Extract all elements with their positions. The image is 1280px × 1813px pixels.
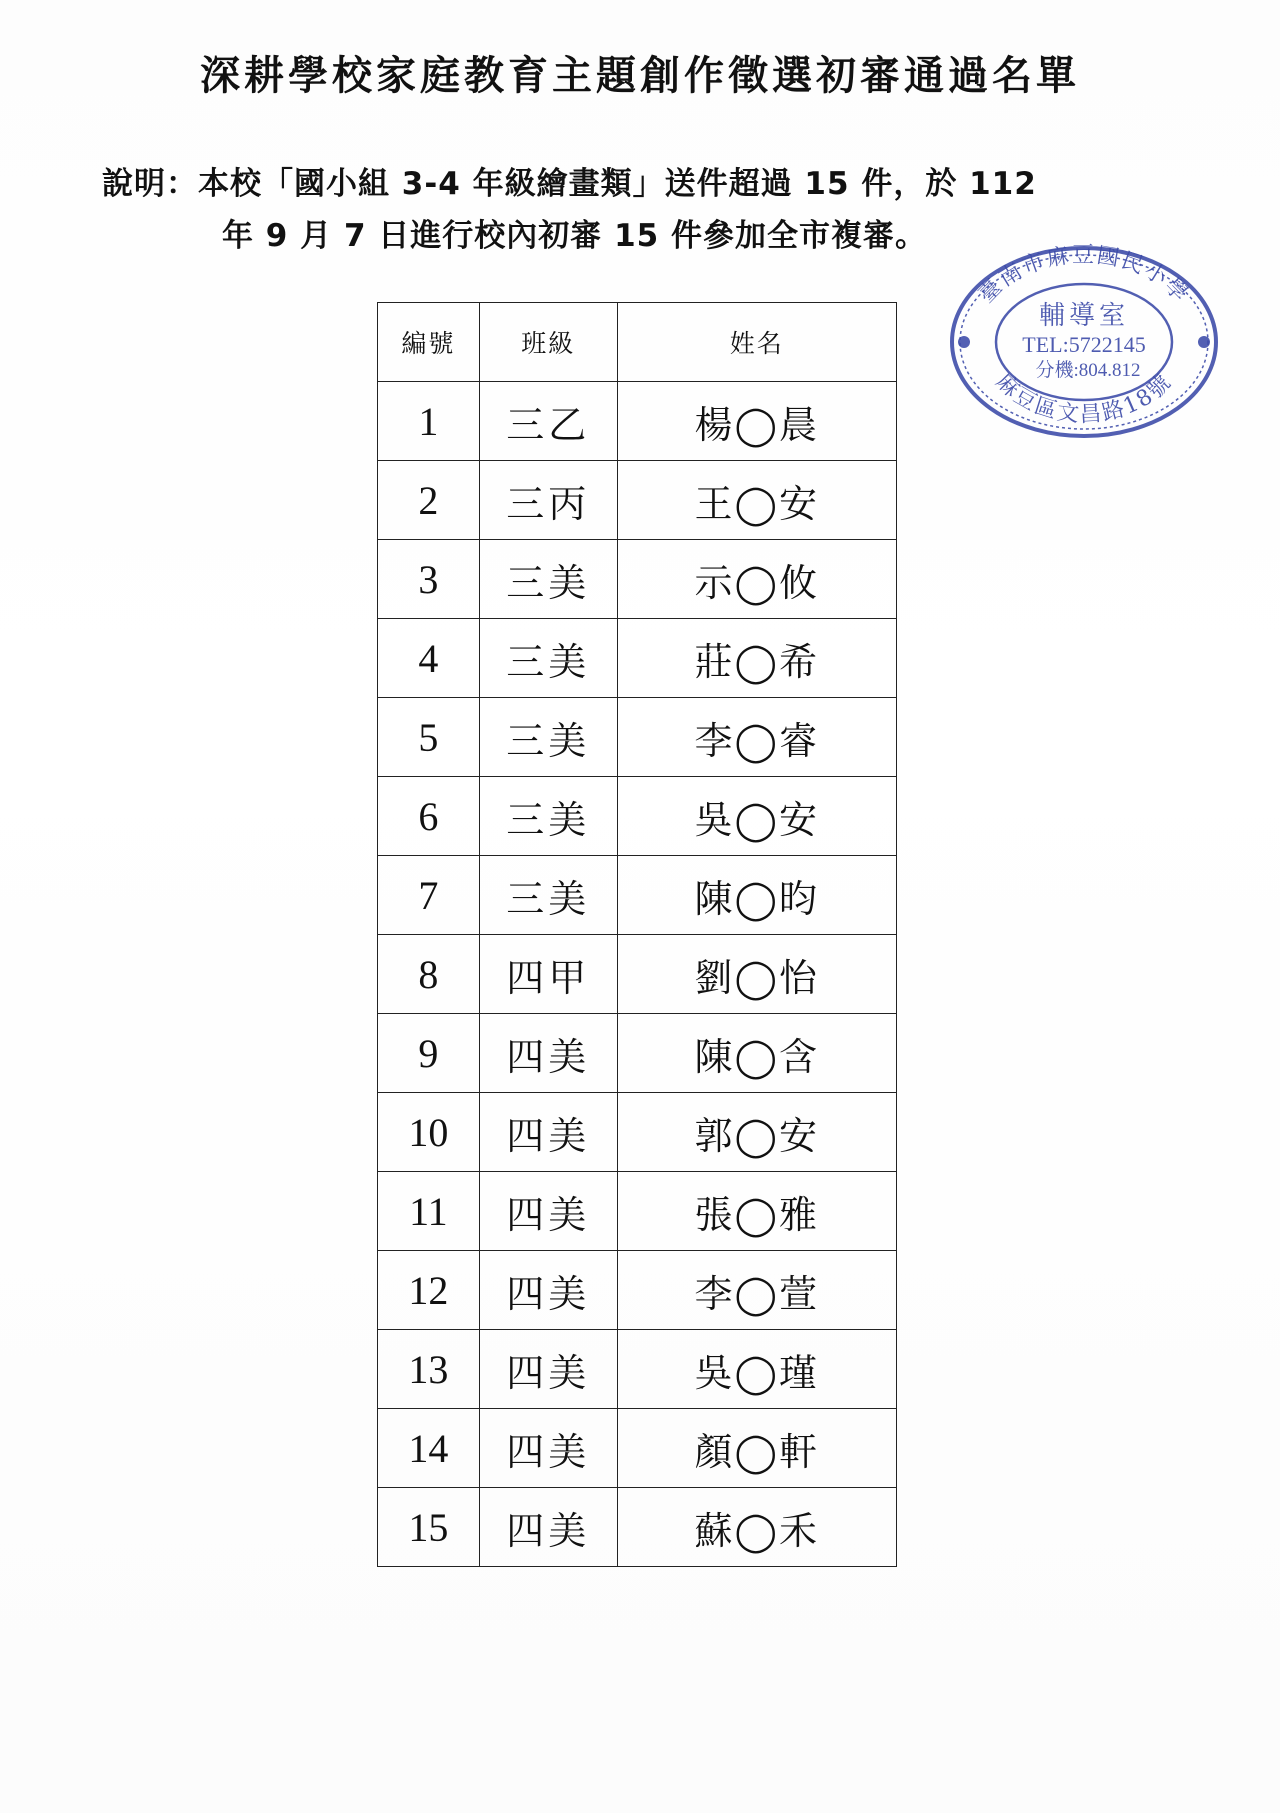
table-row xyxy=(378,1251,897,1330)
description-line-1: 說明：本校「國小組 3-4 年級繪畫類」送件超過 15 件，於 112 xyxy=(102,166,1037,202)
stamp-ext: 分機:804.812 xyxy=(1035,360,1141,381)
row-number: 11 xyxy=(378,1172,480,1251)
row-number: 5 xyxy=(378,698,480,777)
table-row xyxy=(378,540,897,619)
table-header-row xyxy=(378,303,897,382)
row-class: 四美 xyxy=(479,1409,617,1488)
row-class: 四美 xyxy=(479,1330,617,1409)
row-class: 三美 xyxy=(479,777,617,856)
table-row xyxy=(378,382,897,461)
row-class: 四美 xyxy=(479,1488,617,1567)
table-row xyxy=(378,935,897,1014)
row-class: 三乙 xyxy=(479,382,617,461)
row-name: 李◯萱 xyxy=(617,1251,896,1330)
table-row xyxy=(378,856,897,935)
row-name: 吳◯安 xyxy=(617,777,896,856)
table-row xyxy=(378,619,897,698)
table-row xyxy=(378,777,897,856)
table-row xyxy=(378,1172,897,1251)
approved-list-table xyxy=(377,302,897,1567)
table-row xyxy=(378,1014,897,1093)
row-number: 8 xyxy=(378,935,480,1014)
row-name: 楊◯晨 xyxy=(617,382,896,461)
row-number: 1 xyxy=(378,382,480,461)
row-number: 7 xyxy=(378,856,480,935)
row-number: 10 xyxy=(378,1093,480,1172)
row-name: 示◯攸 xyxy=(617,540,896,619)
row-name: 劉◯怡 xyxy=(617,935,896,1014)
svg-text:臺南市麻豆國民小學 xyxy=(974,243,1193,308)
row-name: 王◯安 xyxy=(617,461,896,540)
row-name: 陳◯昀 xyxy=(617,856,896,935)
row-name: 莊◯希 xyxy=(617,619,896,698)
svg-text:麻豆區文昌路18號: 麻豆區文昌路18號 xyxy=(990,369,1178,428)
document-title: 深耕學校家庭教育主題創作徵選初審通過名單 xyxy=(200,53,1080,99)
row-class: 三美 xyxy=(479,698,617,777)
table-row xyxy=(378,698,897,777)
row-class: 三丙 xyxy=(479,461,617,540)
row-class: 四美 xyxy=(479,1093,617,1172)
row-number: 15 xyxy=(378,1488,480,1567)
stamp-office: 輔導室 xyxy=(1038,301,1130,331)
row-class: 三美 xyxy=(479,619,617,698)
row-name: 陳◯含 xyxy=(617,1014,896,1093)
row-class: 四美 xyxy=(479,1251,617,1330)
header-name: 姓名 xyxy=(617,303,896,382)
header-class: 班級 xyxy=(479,303,617,382)
row-class: 四美 xyxy=(479,1172,617,1251)
header-number: 編號 xyxy=(378,303,480,382)
row-name: 吳◯瑾 xyxy=(617,1330,896,1409)
row-name: 郭◯安 xyxy=(617,1093,896,1172)
row-number: 14 xyxy=(378,1409,480,1488)
row-class: 三美 xyxy=(479,856,617,935)
row-number: 2 xyxy=(378,461,480,540)
plum-blossom-icon-right xyxy=(1198,336,1210,348)
row-name: 張◯雅 xyxy=(617,1172,896,1251)
row-number: 4 xyxy=(378,619,480,698)
row-name: 蘇◯禾 xyxy=(617,1488,896,1567)
table-row xyxy=(378,461,897,540)
row-name: 李◯睿 xyxy=(617,698,896,777)
description-line-2: 年 9 月 7 日進行校內初審 15 件參加全市複審。 xyxy=(222,218,928,254)
row-number: 12 xyxy=(378,1251,480,1330)
table-row xyxy=(378,1488,897,1567)
row-class: 三美 xyxy=(479,540,617,619)
row-class: 四美 xyxy=(479,1014,617,1093)
row-class: 四甲 xyxy=(479,935,617,1014)
table-row xyxy=(378,1093,897,1172)
row-number: 6 xyxy=(378,777,480,856)
row-number: 9 xyxy=(378,1014,480,1093)
row-name: 顏◯軒 xyxy=(617,1409,896,1488)
plum-blossom-icon-left xyxy=(958,336,970,348)
row-number: 13 xyxy=(378,1330,480,1409)
stamp-tel: TEL:5722145 xyxy=(1022,332,1146,357)
official-seal-stamp xyxy=(946,242,1222,442)
table-row xyxy=(378,1330,897,1409)
row-number: 3 xyxy=(378,540,480,619)
table-row xyxy=(378,1409,897,1488)
stamp-outer-text: 臺南市麻豆國民小學 xyxy=(974,243,1194,309)
